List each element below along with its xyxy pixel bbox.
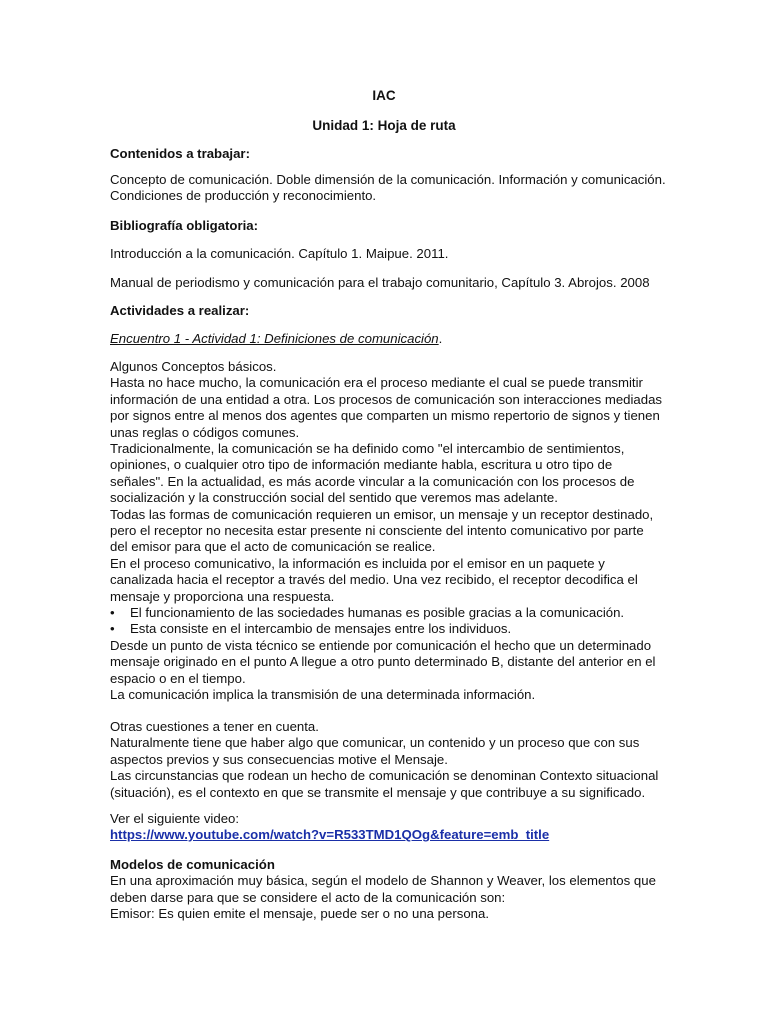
modelos-paragraph <box>110 857 670 923</box>
encuentro-suffix: . <box>438 331 443 346</box>
bibliografia-heading: Bibliografía obligatoria: <box>110 218 258 233</box>
text-line: espacio o en el tiempo. <box>110 670 246 686</box>
text-line: deben darse para que se considere el acto de la comunicación son: <box>110 889 506 905</box>
text-line: Hasta no hace mucho, la comunicación era el proceso mediante el cual se puede transmitir <box>110 375 643 391</box>
bullet-icon: • <box>110 605 115 620</box>
text-line: mensaje y proporciona una respuesta. <box>110 588 335 604</box>
text-line: pero el receptor no necesita estar presente ni consciente del intento comunicativo por parte <box>110 523 644 539</box>
encuentro-line <box>110 331 670 347</box>
text-line: En el proceso comunicativo, la información es incluida por el emisor en un paquete y <box>110 555 605 571</box>
video-block <box>110 811 670 844</box>
text-line: Algunos Conceptos básicos. <box>110 359 277 374</box>
text-line: Emisor: Es quien emite el mensaje, puede ser o no una persona. <box>110 906 489 922</box>
bullet-text: Esta consiste en el intercambio de mensajes entre los individuos. <box>130 621 512 636</box>
contenidos-text <box>110 172 670 205</box>
contenidos-heading: Contenidos a trabajar: <box>110 146 250 161</box>
text-line: Todas las formas de comunicación requieren un emisor, un mensaje y un receptor destinado, <box>110 506 654 522</box>
text-line: señales". En la actualidad, es más acorde vincular a la comunicación con los procesos de <box>110 473 635 489</box>
doc-title: IAC <box>372 88 396 103</box>
text-line: Tradicionalmente, la comunicación se ha definido como "el intercambio de sentimientos, <box>110 441 625 457</box>
actividades-heading: Actividades a realizar: <box>110 303 250 318</box>
bibliografia-item: Manual de periodismo y comunicación para el trabajo comunitario, Capítulo 3. Abrojos. 2008 <box>110 275 650 290</box>
bibliografia-item: Introducción a la comunicación. Capítulo 1. Maipue. 2011. <box>110 246 449 261</box>
contenidos-line: Concepto de comunicación. Doble dimensión de la comunicación. Información y comunicación. <box>110 172 666 187</box>
text-line: mensaje originado en el punto A llegue a otro punto determinado B, distante del anterior en el <box>110 654 656 670</box>
text-line: por signos entre al menos dos agentes que comparten un mismo repertorio de signos y tienen <box>110 408 660 424</box>
text-line: información de una entidad a otra. Los procesos de comunicación son interacciones mediadas <box>110 391 663 407</box>
text-line: La comunicación implica la transmisión de una determinada información. <box>110 687 536 703</box>
contenidos-line: Condiciones de producción y reconocimiento. <box>110 188 377 204</box>
text-line: Naturalmente tiene que haber algo que comunicar, un contenido y un proceso que con sus <box>110 735 640 751</box>
text-line: aspectos previos y sus consecuencias motive el Mensaje. <box>110 751 448 767</box>
text-line: unas reglas o códigos comunes. <box>110 424 300 440</box>
text-line: del emisor para que el acto de comunicación se realice. <box>110 539 436 555</box>
tecnico-paragraph <box>110 638 670 704</box>
doc-subtitle: Unidad 1: Hoja de ruta <box>312 118 456 133</box>
encuentro-title: Encuentro 1 - Actividad 1: Definiciones de comunicación <box>110 331 439 346</box>
video-label: Ver el siguiente video: <box>110 811 240 826</box>
text-line: (situación), es el contexto en que se transmite el mensaje y que contribuye a su significado. <box>110 784 646 800</box>
text-line: canalizada hacia el receptor a través del medio. Una vez recibido, el receptor decodifica el <box>110 572 638 588</box>
conceptos-paragraph <box>110 359 670 605</box>
otras-paragraph <box>110 719 670 801</box>
bullet-text: El funcionamiento de las sociedades humanas es posible gracias a la comunicación. <box>130 605 625 620</box>
text-line: socialización y la construcción social del sentido que veremos mas adelante. <box>110 490 558 506</box>
text-line: Las circunstancias que rodean un hecho de comunicación se denominan Contexto situacional <box>110 768 659 784</box>
text-line: Desde un punto de vista técnico se entiende por comunicación el hecho que un determinado <box>110 638 652 653</box>
modelos-heading: Modelos de comunicación <box>110 857 275 872</box>
text-line: En una aproximación muy básica, según el modelo de Shannon y Weaver, los elementos que <box>110 873 656 889</box>
text-line: Otras cuestiones a tener en cuenta. <box>110 719 319 734</box>
video-link[interactable]: https://www.youtube.com/watch?v=R533TMD1QOg&feature=emb_title <box>110 827 550 843</box>
bullet-icon: • <box>110 621 115 636</box>
text-line: opiniones, o cualquier otro tipo de información mediante habla, escritura u otro tipo de <box>110 457 613 473</box>
